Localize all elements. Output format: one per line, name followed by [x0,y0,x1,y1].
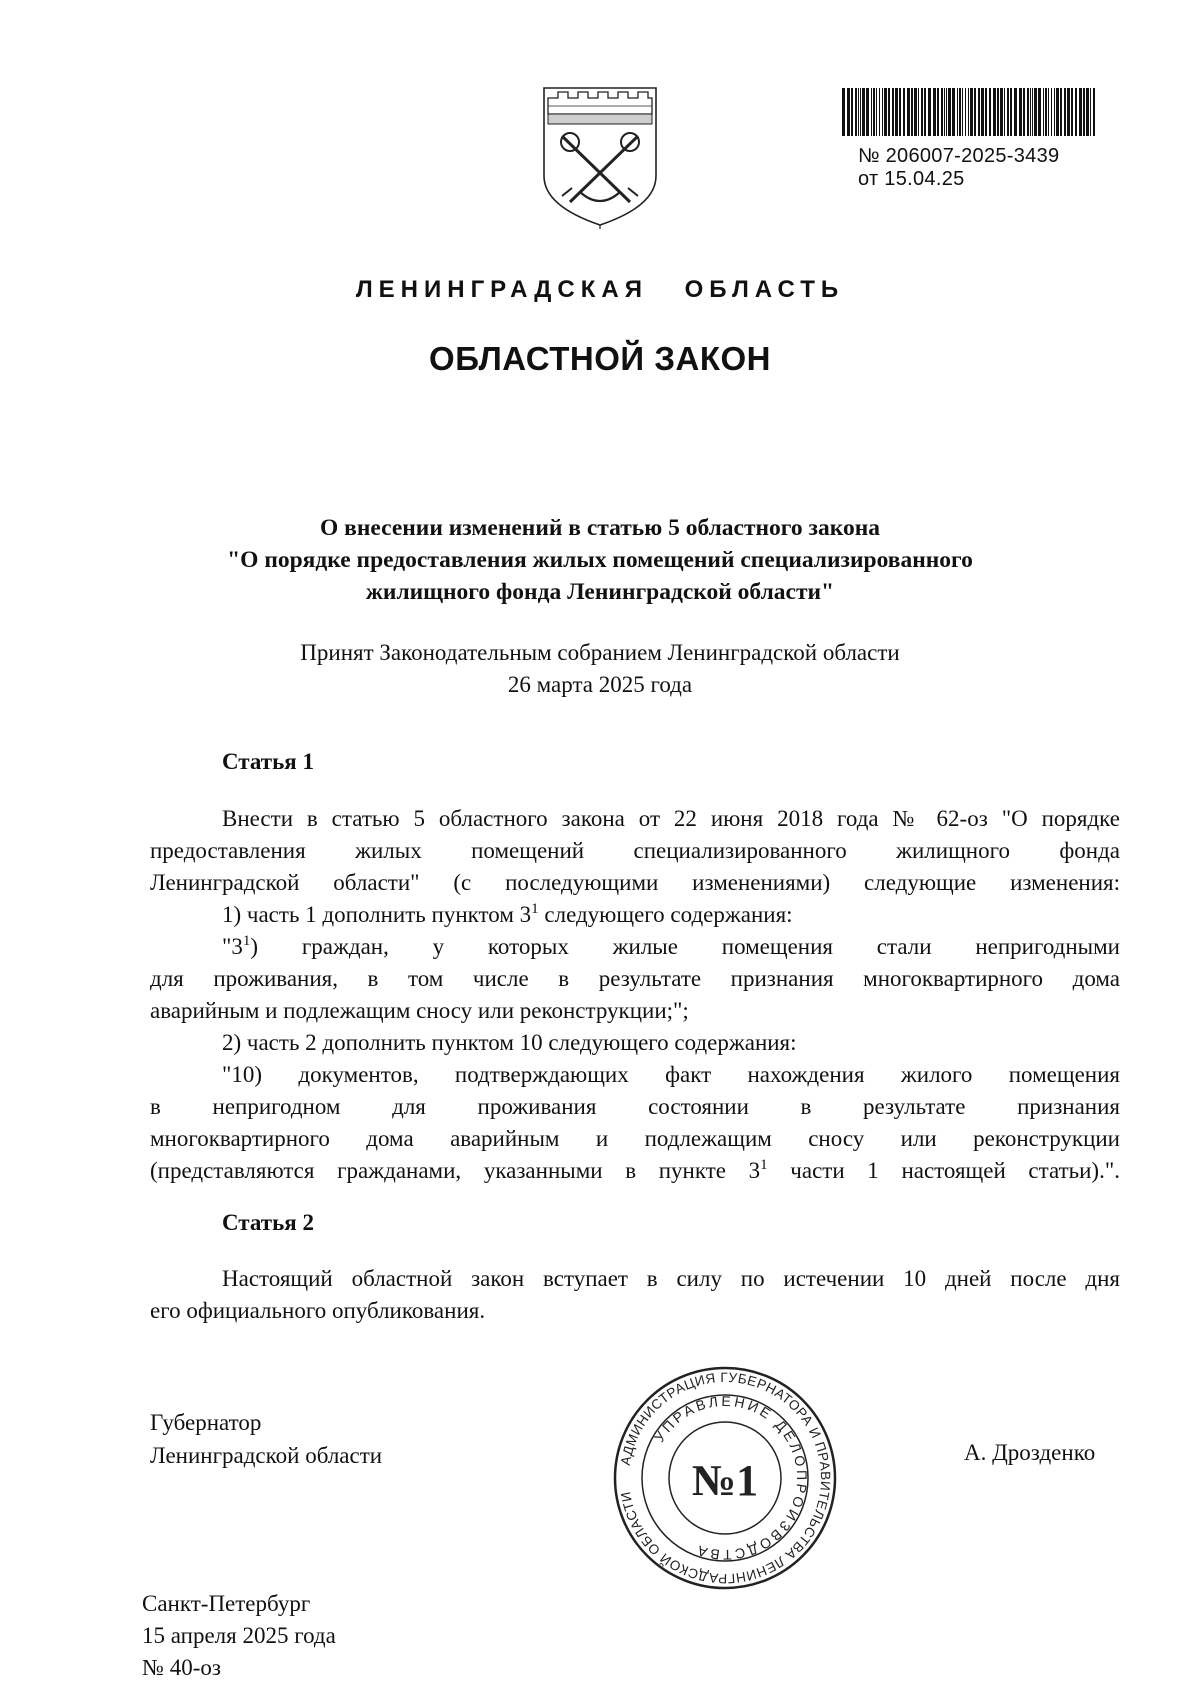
barcode-bar [876,88,877,136]
article-1-item-1: 1) часть 1 дополнить пунктом $3^1$ следующего содержания: [222,901,793,927]
barcode-bar [892,88,894,136]
barcode-bar [952,88,955,136]
barcode-bar [855,88,857,136]
article-1-line: в непригодном для проживания состоянии в результате признания [150,1094,1120,1119]
article-1-line: предоставления жилых помещений специализированного жилищного фонда [150,838,1120,863]
barcode-bar [981,88,984,136]
barcode-bar [1043,88,1044,136]
barcode-bar [941,88,943,136]
stamp-outer-text: АДМИНИСТРАЦИЯ ГУБЕРНАТОРА И ПРАВИТЕЛЬСТВА ЛЕНИНГРАДСКОЙ ОБЛАСТИ [617,1369,834,1587]
barcode-bar [862,88,865,136]
barcode-bar [1048,88,1049,136]
barcode-bar [914,88,917,136]
barcode-bar [858,88,859,136]
barcode-bar [911,88,913,136]
article-1-quote-line: "$3^1$) граждан, у которых жилые помещения стали непригодными [222,933,1120,959]
law-title-line: жилищного фонда Ленинградской области" [365,579,835,605]
barcode-bar [1086,88,1089,136]
barcode-bar [1064,88,1066,136]
article-1-line: Внести в статью 5 областного закона от 22 июня 2018 года № 62-оз "О порядке [222,806,1120,831]
coat-of-arms-emblem [540,84,660,229]
article-1-line: Ленинградской области" (с последующими изменениями) следующие изменения: [150,870,1120,895]
barcode-bar [937,88,939,136]
registration-date: от 15.04.25 [858,168,965,190]
barcode-bar [907,88,910,136]
barcode-bar [968,88,969,136]
barcode-bar [918,88,919,136]
barcode-bar [1071,88,1073,136]
barcode-bar [1051,88,1052,136]
signing-city: Санкт-Петербург [142,1591,311,1616]
law-title [0,512,1200,608]
region-name: ЛЕНИНГРАДСКАЯ ОБЛАСТЬ [355,276,845,303]
barcode-bar [924,88,926,136]
article-1-heading: Статья 1 [222,749,314,774]
barcode-bar [957,88,958,136]
barcode-bar [899,88,901,136]
barcode-bar [989,88,991,136]
barcode-bar [1032,88,1033,136]
barcode-bar [962,88,963,136]
barcode-bar [974,88,976,136]
adoption-line: Принят Законодательным собранием Ленинградской области [300,640,900,665]
stamp-inner-text: УПРАВЛЕНИЕ ДЕЛОПРОИЗВОДСТВА [650,1392,811,1564]
barcode-bar [1004,88,1005,136]
document-type: ОБЛАСТНОЙ ЗАКОН [429,340,771,377]
law-title-line: О внесении изменений в статью 5 областного закона [320,515,880,541]
barcode-bar [866,88,869,136]
barcode-bar [985,88,987,136]
law-number: № 40-оз [142,1655,221,1680]
barcode-bar [1023,88,1025,136]
barcode-bar [1083,88,1085,136]
barcode-bar [895,88,898,136]
barcode-bar [1067,88,1070,136]
barcode-bar [1060,88,1062,136]
barcode-bar [1054,88,1055,136]
barcode-bar [1019,88,1022,136]
barcode-bar [1075,88,1077,136]
signatory-title: Губернатор [150,1410,262,1435]
article-1-line: (представляются гражданами, указанными в пункте $3^1$ части 1 настоящей статьи).". [150,1157,1120,1183]
barcode-bar [1007,88,1009,136]
barcode-bar [860,88,861,136]
barcode-bar [847,88,850,136]
law-title-line: "О порядке предоставления жилых помещений специализированного [227,547,973,573]
barcode-bar [1027,88,1029,136]
article-2-line: Настоящий областной закон вступает в силу по истечении 10 дней после дня [222,1266,1120,1291]
signatory-region: Ленинградской области [150,1443,383,1468]
barcode-bar [1034,88,1037,136]
adoption-date: 26 марта 2025 года [507,672,693,697]
barcode-bar [842,88,845,136]
barcode-bar [888,88,890,136]
article-1-quote-line: "10) документов, подтверждающих факт нахождения жилого помещения [222,1062,1120,1087]
barcode-bar [884,88,887,136]
barcode-bar [1045,88,1047,136]
barcode-bar [1038,88,1041,136]
barcode-bar [851,88,853,136]
barcode-bar [1079,88,1082,136]
signatory-position [150,1406,382,1472]
barcode-bar [959,88,961,136]
registration-number: № 206007-2025-3439 [858,145,1060,167]
barcode-bar [1010,88,1012,136]
barcode-bar [1090,88,1091,136]
barcode-bar [903,88,905,136]
barcode-bar [871,88,872,136]
article-1-line: аварийным и подлежащим сносу или реконструкции;"; [150,998,689,1023]
barcode-bar [944,88,945,136]
barcode-bar [1014,88,1017,136]
barcode-bar [948,88,951,136]
barcode-bar [873,88,875,136]
signing-date: 15 апреля 2025 года [142,1623,336,1648]
barcode-bar [921,88,923,136]
barcode-bar [1030,88,1031,136]
article-2-heading: Статья 2 [222,1210,314,1235]
barcode-bar [1093,88,1095,136]
barcode-bar [882,88,883,136]
barcode [840,88,1100,136]
barcode-bar [946,88,947,136]
barcode-bar [965,88,966,136]
article-1-item-2: 2) часть 2 дополнить пунктом 10 следующего содержания: [222,1030,797,1055]
barcode-bar [933,88,936,136]
signatory-name: А. Дрозденко [964,1440,1096,1465]
barcode-bar [879,88,880,136]
article-2-line: его официального опубликования. [150,1298,486,1323]
barcode-bar [1056,88,1059,136]
stamp-number: №1 [691,1456,759,1505]
signing-details [142,1588,336,1684]
barcode-bar [978,88,980,136]
official-stamp [610,1363,840,1593]
barcode-bar [997,88,999,136]
article-1-line: многоквартирного дома аварийным и подлежащим сносу или реконструкции [150,1126,1120,1151]
barcode-bar [1000,88,1003,136]
barcode-bar [970,88,973,136]
barcode-bar [928,88,931,136]
barcode-bar [993,88,996,136]
adoption-note [0,637,1200,701]
article-1-line: для проживания, в том числе в результате признания многоквартирного дома [150,966,1120,991]
